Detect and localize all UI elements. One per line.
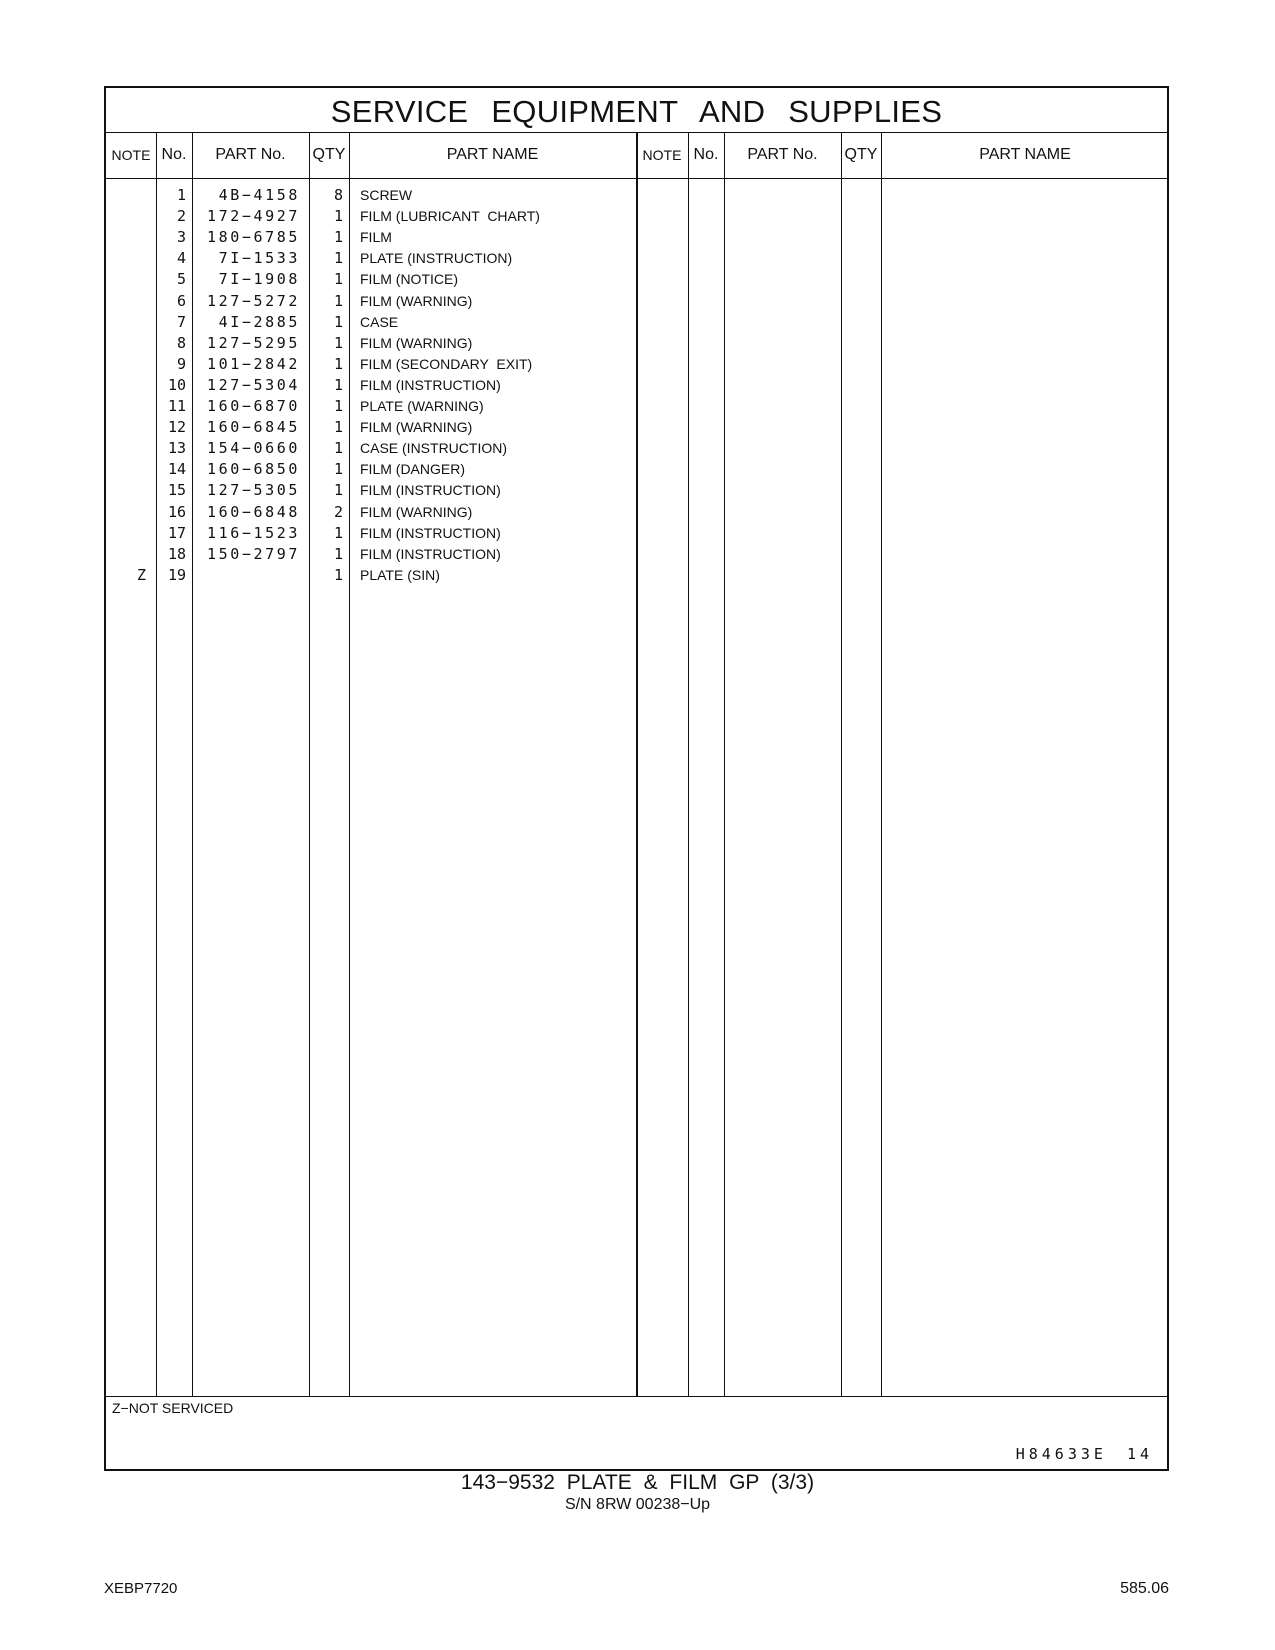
row-number: 9	[176, 354, 186, 373]
page-title: SERVICE EQUIPMENT AND SUPPLIES	[330, 94, 943, 129]
row-number: 10	[167, 375, 186, 394]
footer-divider	[106, 1396, 1167, 1397]
col-divider	[881, 132, 882, 1396]
row-part-number: 160−6845	[206, 418, 300, 437]
illustration-reference	[1016, 1445, 1153, 1463]
row-part-name: SCREW	[360, 187, 413, 203]
row-part-number: 4I−2885	[218, 312, 300, 331]
row-part-number: 160−6850	[206, 460, 300, 479]
row-number: 1	[176, 186, 186, 204]
row-part-name: FILM (SECONDARY EXIT)	[360, 355, 533, 372]
row-part-number: 7I−1533	[218, 249, 300, 268]
row-note	[106, 332, 146, 354]
row-part-number: 4B−4158	[218, 186, 300, 204]
row-quantity: 8	[333, 186, 343, 204]
row-quantity: 2	[333, 502, 343, 521]
row-part-name: FILM (WARNING)	[360, 503, 473, 520]
row-note	[106, 416, 146, 438]
row-note	[106, 311, 146, 333]
row-quantity: 1	[333, 228, 343, 247]
row-note	[106, 290, 146, 312]
row-quantity: 1	[333, 354, 343, 373]
illustration-code: H84633E	[1015, 1445, 1107, 1463]
row-quantity: 1	[333, 460, 343, 479]
row-quantity: 1	[333, 418, 343, 437]
row-part-name: FILM (WARNING)	[360, 292, 473, 309]
row-number: 7	[176, 312, 186, 331]
row-note	[106, 458, 146, 480]
row-quantity: 1	[333, 333, 343, 352]
row-part-number: 127−5305	[206, 481, 300, 500]
row-note	[106, 205, 146, 227]
row-note	[106, 479, 146, 501]
row-part-name: FILM (WARNING)	[360, 419, 473, 436]
row-note: Z	[136, 565, 146, 584]
footnote: Z−NOT SERVICED	[112, 1400, 234, 1416]
row-quantity: 1	[333, 375, 343, 394]
row-note	[106, 226, 146, 248]
row-note	[106, 374, 146, 396]
header-no: No.	[161, 146, 187, 163]
col-divider	[841, 132, 842, 1396]
row-number: 12	[167, 418, 186, 437]
row-part-number: 180−6785	[206, 228, 300, 247]
page-number: 585.06	[1120, 1580, 1169, 1597]
group-caption: 143−9532 PLATE & FILM GP (3/3)	[460, 1471, 815, 1494]
row-part-number: 150−2797	[206, 544, 300, 563]
row-number: 19	[167, 565, 186, 584]
row-quantity: 1	[333, 397, 343, 415]
row-number: 11	[167, 397, 186, 415]
illustration-page: 14	[1126, 1445, 1153, 1463]
row-number: 2	[176, 207, 186, 226]
row-number: 16	[167, 502, 186, 521]
row-quantity: 1	[333, 291, 343, 310]
row-part-number: 127−5295	[206, 333, 300, 352]
row-part-number: 172−4927	[206, 207, 300, 226]
row-part-name: CASE (INSTRUCTION)	[360, 440, 507, 457]
row-part-name: PLATE (SIN)	[360, 566, 440, 583]
row-part-name: FILM (WARNING)	[360, 334, 473, 351]
row-number: 17	[167, 523, 186, 542]
col-divider	[349, 132, 350, 1396]
row-quantity: 1	[333, 565, 343, 584]
row-part-number: 160−6848	[206, 502, 300, 521]
row-note	[106, 353, 146, 375]
row-quantity: 1	[333, 207, 343, 226]
row-part-number: 154−0660	[206, 439, 300, 458]
row-part-name: FILM (DANGER)	[360, 461, 465, 478]
row-part-name: FILM (INSTRUCTION)	[360, 524, 501, 541]
row-note	[106, 543, 146, 565]
row-note	[106, 522, 146, 544]
header-part-no: PART No.	[215, 146, 286, 163]
row-quantity: 1	[333, 270, 343, 289]
row-part-name: FILM (NOTICE)	[360, 271, 458, 288]
header-note: NOTE	[111, 147, 151, 163]
header-part-name: PART NAME	[446, 146, 539, 163]
row-number: 8	[176, 333, 186, 352]
header-no-right: No.	[693, 146, 719, 163]
row-part-name: CASE	[360, 313, 399, 330]
row-quantity: 1	[333, 481, 343, 500]
publication-number: XEBP7720	[104, 1580, 178, 1597]
row-quantity: 1	[333, 312, 343, 331]
row-part-number: 127−5304	[206, 375, 300, 394]
row-part-name: FILM (INSTRUCTION)	[360, 376, 501, 393]
header-note-right: NOTE	[642, 147, 682, 163]
col-divider	[724, 132, 725, 1396]
header-qty-right: QTY	[844, 146, 878, 163]
row-part-number: 116−1523	[206, 523, 300, 542]
row-number: 3	[176, 228, 186, 247]
row-note	[106, 268, 146, 290]
row-part-name: FILM (LUBRICANT CHART)	[360, 208, 540, 225]
row-part-name: PLATE (WARNING)	[360, 398, 484, 414]
row-part-number: 7I−1908	[218, 270, 300, 289]
row-part-number: 160−6870	[206, 397, 300, 415]
row-part-name: FILM (INSTRUCTION)	[360, 482, 501, 499]
row-number: 18	[167, 544, 186, 563]
col-divider	[688, 132, 689, 1396]
row-note	[106, 247, 146, 269]
row-part-name: FILM (INSTRUCTION)	[360, 545, 501, 562]
row-part-name: FILM	[360, 229, 392, 246]
row-note	[106, 437, 146, 459]
row-note	[106, 501, 146, 523]
row-number: 4	[176, 249, 186, 268]
header-part-name-right: PART NAME	[979, 146, 1071, 163]
row-quantity: 1	[333, 439, 343, 458]
header-qty: QTY	[312, 146, 346, 163]
row-number: 6	[176, 291, 186, 310]
center-divider	[636, 132, 638, 1396]
row-number: 15	[167, 481, 186, 500]
row-part-name: PLATE (INSTRUCTION)	[360, 250, 513, 267]
row-number: 13	[167, 439, 186, 458]
row-quantity: 1	[333, 249, 343, 268]
serial-range: S/N 8RW 00238−Up	[564, 1496, 711, 1513]
row-part-number: 101−2842	[206, 354, 300, 373]
row-part-number	[192, 564, 300, 586]
row-note	[106, 184, 146, 206]
row-note	[106, 395, 146, 417]
row-number: 14	[167, 460, 186, 479]
row-part-number: 127−5272	[206, 291, 300, 310]
row-quantity: 1	[333, 544, 343, 563]
row-quantity: 1	[333, 523, 343, 542]
parts-table-frame	[104, 86, 1169, 1471]
header-part-no-right: PART No.	[747, 146, 818, 163]
row-number: 5	[176, 270, 186, 289]
